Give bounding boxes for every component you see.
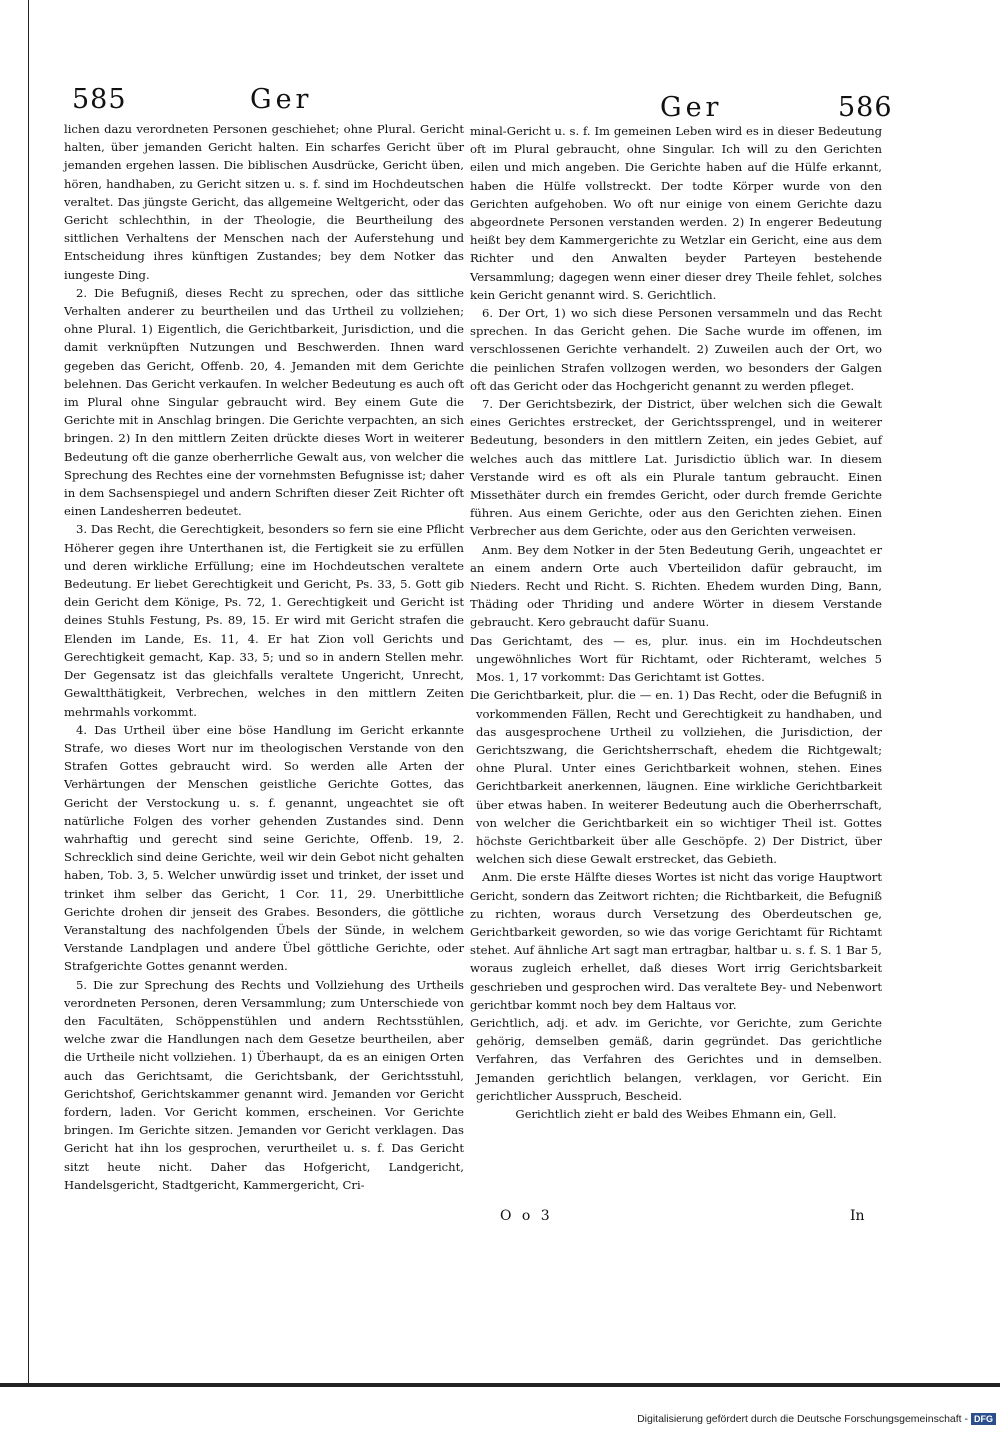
paragraph: 6. Der Ort, 1) wo sich diese Personen versammeln und das Recht sprechen. In das Gericht gehen. Die Sache wurde im offenen, im verschlossenen Gerichte verhandelt. 2) Zuweilen auch der Ort, wo die peinlichen Strafen vollzogen werden, wo besonders der Galgen oft das Gericht oder das Hochgericht genannt zu werden pfleget. — [470, 306, 882, 393]
page-number-left: 585 — [72, 84, 127, 115]
quotation: Gerichtlich zieht er bald des Weibes Ehmann ein, Gell. — [515, 1106, 837, 1121]
paragraph: 5. Die zur Sprechung des Rechts und Vollziehung des Urtheils verordneten Personen, deren Versammlung; zum Unterschiede von den Facultäten, Schöppenstühlen und andern Rechtsstühlen, welche zwar die Handlungen nach dem Gesetze beurtheilen, aber die Urtheile nicht vollziehen. 1) Überhaupt, da es an einigen Orten auch das Gerichtsamt, die Gerichtsbank, der Gerichtsstuhl, Gerichtshof, Gerichtskammer genannt wird. Jemanden vor Gericht fordern, laden. Vor Gericht kommen, erscheinen. Vor Gerichte bringen. Im Gerichte sitzen. Jemanden vor Gericht verklagen. Das Gericht hat ihn los gesprochen, verurtheilet u. s. f. Das Gericht sitzt heute nicht. Daher das Hofgericht, Landgericht, Handelsgericht, Stadtgericht, Kammergericht, Cri- — [64, 977, 464, 1192]
footer-text: Digitalisierung gefördert durch die Deutsche Forschungsgemeinschaft - — [637, 1413, 968, 1425]
paragraph: 3. Das Recht, die Gerechtigkeit, besonders so fern sie eine Pflicht Höherer gegen ihre Unterthanen ist, die Fertigkeit sie zu erfüllen und deren wirkliche Erfüllung; eine im Hochdeutschen veraltete Bedeutung. Er liebet Gerechtigkeit und Gericht, Ps. 33, 5. Gott gib dein Gericht dem Könige, Ps. 72, 1. Gerechtigkeit und Gericht ist deines Stuhls Festung, Ps. 89, 15. Er wird mit Gericht strafen die Elenden im Lande, Es. 11, 4. Er hat Zion voll Gerichts und Gerechtigkeit gemacht, Kap. 33, 5; und so in andern Stellen mehr. Der Gegensatz ist das gleichfalls veraltete Ungericht, Unrecht, Gewaltthätigkeit, Verbrechen, welches in den mittlern Zeiten mehrmahls vorkommt. — [64, 522, 464, 719]
right-column — [470, 122, 882, 1123]
paragraph: 4. Das Urtheil über eine böse Handlung im Gericht erkannte Strafe, wo dieses Wort nur im theologischen Verstande von den Strafen Gottes gebraucht wird. So werden alle Arten der Verhärtungen der Menschen geistliche Gerichte Gottes, das Gericht der Verstockung u. s. f. genannt, ungeachtet sie oft natürliche Folgen des vorher gehenden Zustandes sind. Denn wahrhaftig und gerecht sind seine Gerichte, Offenb. 19, 2. Schrecklich sind deine Gerichte, weil wir dein Gebot nicht gehalten haben, Tob. 3, 5. Welcher unwürdig isset und trinket, der isset und trinket ihm selber das Gericht, 1 Cor. 11, 29. Unerbittliche Gerichte drohen dir jenseit des Grabes. Besonders, die göttliche Veranstaltung des nachfolgenden Übels der Sünde, in welchem Verstande Landplagen und andere Übel göttliche Gerichte, oder Strafgerichte Gottes genannt werden. — [64, 722, 464, 974]
page-number-right: 586 — [838, 92, 893, 123]
paragraph: minal-Gericht u. s. f. Im gemeinen Leben wird es in dieser Bedeutung oft im Plural gebraucht, ohne Singular. Ich will zu den Gerichten eilen und mich angeben. Die Gerichte haben auf die Hülfe erkannt, haben die Hülfe vollstreckt. Der todte Körper wurde von den Gerichten aufgehoben. Wo oft nur einige von einem Gerichte dazu abgeordnete Personen verstanden werden. 2) In engerer Bedeutung heißt bey dem Kammergerichte zu Wetzlar ein Gericht, eine aus dem Richter und den Anwalten beyder Parteyen bestehende Versammlung; dagegen wenn einer dieser drey Theile fehlet, solches kein Gericht genannt wird. S. Gerichtlich. — [470, 124, 882, 302]
paragraph: lichen dazu verordneten Personen geschiehet; ohne Plural. Gericht halten, über jemanden Gericht halten. Ein scharfes Gericht über jemanden ergehen lassen. Die biblischen Ausdrücke, Gericht üben, hören, handhaben, zu Gericht sitzen u. s. f. sind im Hochdeutschen veraltet. Das jüngste Gericht, das allgemeine Weltgericht, oder das Gericht schlechthin, in der Theologie, die Beurtheilung des sittlichen Verhaltens der Menschen nach der Auferstehung und Entscheidung ihres künftigen Zustandes; bey dem Notker das iungeste Ding. — [64, 122, 464, 282]
paragraph: 7. Der Gerichtsbezirk, der District, über welchen sich die Gewalt eines Gerichtes erstrecket, der Gerichtssprengel, und in weiterer Bedeutung, besonders in den mittlern Zeiten, ein jedes Gebiet, auf welches auch das mittlere Lat. Jurisdictio üblich war. In diesem Verstande wird es oft als ein Plurale tantum gebraucht. Einen Missethäter durch ein fremdes Gericht, oder durch fremde Gerichte führen. Aus einem Gerichte, oder aus den Gerichten ziehen. Einen Verbrecher aus dem Gerichte, oder aus den Gerichten verweisen. — [470, 397, 882, 539]
entry-gerichtlich: Gerichtlich, adj. et adv. im Gerichte, vor Gerichte, zum Gerichte gehörig, demselben gemäß, darin gegründet. Das gerichtliche Verfahren, das Verfahren des Gerichtes und in demselben. Jemanden gerichtlich belangen, verklagen, vor Gericht. Ein gerichtlicher Ausspruch, Bescheid. — [470, 1015, 882, 1103]
annotation-paragraph: Anm. Die erste Hälfte dieses Wortes ist nicht das vorige Hauptwort Gericht, sondern das Zeitwort richten; die Richtbarkeit, die Befugniß zu richten, woraus durch Versetzung des Oberdeutschen ge, Gerichtbarkeit geworden, so wie das vorige Gerichtamt für Richtamt stehet. Auf ähnliche Art sagt man ertragbar, haltbar u. s. f. S. 1 Bar 5, woraus zugleich erhellet, daß dieses Wort irrig Gerichtsbarkeit geschrieben und gesprochen wird. Das veraltete Bey- und Nebenwort gerichtbar kommt noch bey dem Haltaus vor. — [470, 870, 882, 1012]
page-edge-line — [28, 0, 29, 1385]
dfg-logo: DFG — [971, 1413, 996, 1425]
running-head-right: Ger — [660, 92, 723, 123]
entry-gerichtamt: Das Gerichtamt, des — es, plur. inus. ein im Hochdeutschen ungewöhnliches Wort für Richtamt, oder Richteramt, welches 5 Mos. 1, 17 vorkommt: Das Gerichtamt ist Gottes. — [470, 633, 882, 685]
annotation-paragraph: Anm. Bey dem Notker in der 5ten Bedeutung Gerih, ungeachtet er an einem andern Orte auch Vberteilidon dafür gebraucht, im Nieders. Recht und Richt. S. Richten. Ehedem wurden Ding, Bann, Thäding oder Thriding und andere Wörter in diesem Verstande gebraucht. Kero gebraucht dafür Suanu. — [470, 542, 882, 630]
scan-bottom-bar — [0, 1383, 1000, 1387]
paragraph: 2. Die Befugniß, dieses Recht zu sprechen, oder das sittliche Verhalten anderer zu beurtheilen und das Urtheil zu vollziehen; ohne Plural. 1) Eigentlich, die Gerichtbarkeit, Jurisdiction, und die damit verknüpften Nutzungen und Beschwerden. Ihnen ward gegeben das Gericht, Offenb. 20, 4. Jemanden mit dem Gerichte belehnen. Das Gericht verkaufen. In welcher Bedeutung es auch oft im Plural ohne Singular gebraucht wird. Bey einem Gute die Gerichte mit in Anschlag bringen. Die Gerichte verpachten, an sich bringen. 2) In den mittlern Zeiten drückte dieses Wort in weiterer Bedeutung oft die ganze oberherrliche Gewalt aus, von welcher die Sprechung des Rechtes eine der vornehmsten Befugnisse ist; daher in dem Sachsenspiegel und andern Schriften dieser Zeit Richter oft einen Landesherren bedeutet. — [64, 285, 464, 519]
entry-gerichtbarkeit: Die Gerichtbarkeit, plur. die — en. 1) Das Recht, oder die Befugniß in vorkommenden Fällen, Recht und Gerechtigkeit zu handhaben, und das ausgesprochene Urtheil zu vollziehen, die Jurisdiction, der Gerichtszwang, die Gerichtsherrschaft, ehedem die Richtgewalt; ohne Plural. Unter eines Gerichtbarkeit wohnen, stehen. Eines Gerichtbarkeit anerkennen, läugnen. Eine wirkliche Gerichtbarkeit über etwas haben. In weiterer Bedeutung auch die Oberherrschaft, von welcher die Gerichtbarkeit ein so wichtiger Theil ist. Gottes höchste Gerichtbarkeit über alle Geschöpfe. 2) Der District, über welchen sich diese Gewalt erstrecket, das Gebieth. — [470, 688, 882, 867]
running-head-left: Ger — [250, 84, 313, 115]
digitization-footer — [637, 1413, 996, 1425]
signature-mark: O o 3 — [500, 1208, 553, 1224]
left-column — [64, 120, 464, 1194]
catchword: In — [850, 1208, 865, 1224]
